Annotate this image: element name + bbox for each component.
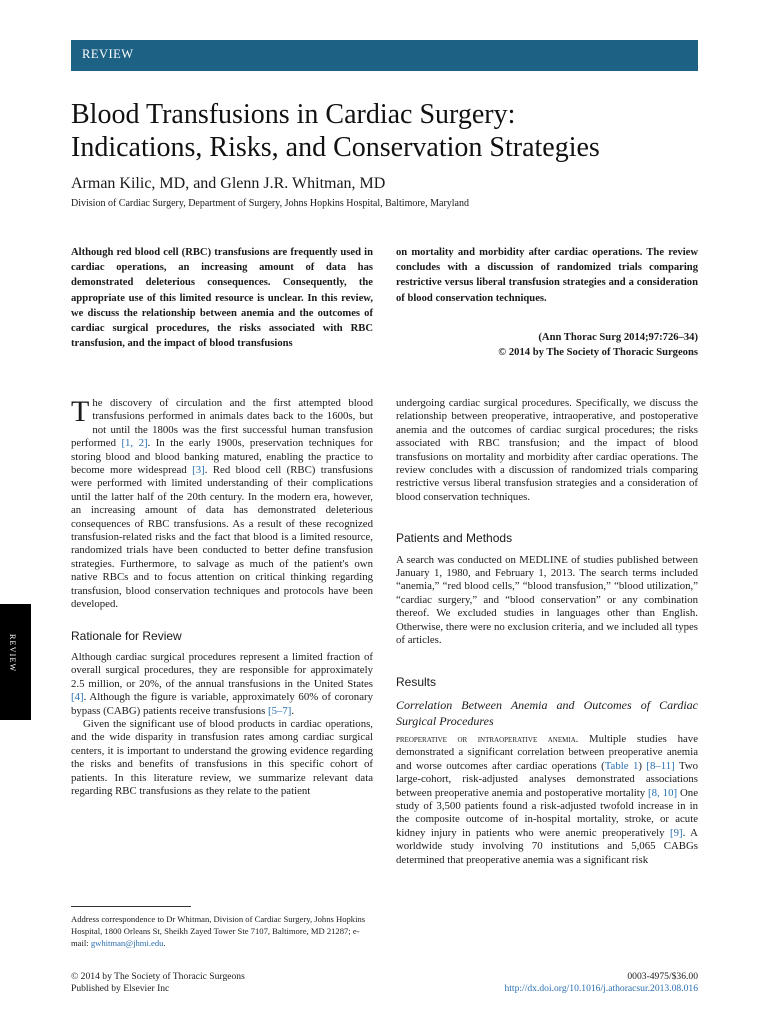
authors: Arman Kilic, MD, and Glenn J.R. Whitman, MD	[71, 175, 386, 192]
reference-link[interactable]: [9]	[670, 826, 683, 839]
results-subheading: Correlation Between Anemia and Outcomes of Cardiac Surgical Procedures	[396, 697, 698, 728]
section-label: REVIEW	[82, 47, 134, 61]
drop-cap: T	[71, 395, 90, 428]
doi-link[interactable]: http://dx.doi.org/10.1016/j.athoracsur.2013.08.016	[504, 983, 698, 994]
reference-link[interactable]: [4]	[71, 691, 84, 704]
correspondence-footnote: Address correspondence to Dr Whitman, Division of Cardiac Surgery, Johns Hopkins Hospital, 1800 Orleans St, Sheikh Zayed Tower Ste 7107, Baltimore, MD 21287; e-mail: gwhitman@jhmi.edu.	[71, 914, 366, 948]
methods-paragraph: A search was conducted on MEDLINE of studies published between January 1, 1980, and February 1, 2013. The search terms included “anemia,” “red blood cells,” “blood transfusion,” “blood utilization,” “cardiac surgery,” and “blood conservation” or any combination thereof. We excluded studies in languages other than English. Otherwise, there were no exclusion criteria, and we included all types of articles.	[396, 553, 698, 647]
abstract-left: Although red blood cell (RBC) transfusions are frequently used in cardiac operations, an increasing amount of data has demonstrated deleterious consequences. Consequently, the appropriate use of this limited resource is unclear. In this review, we discuss the relationship between anemia and the outcomes of cardiac surgical procedures, the risks associated with RBC transfusion, and the impact of blood transfusions	[71, 247, 373, 350]
rationale-paragraph-2: Given the significant use of blood products in cardiac operations, and the wide disparity in transfusion rates among cardiac surgical centers, it is important to understand the growing evidence regarding the risks and benefits of transfusions in this specific cohort of patients. In this literature review, we summarize relevant data regarding RBC transfusions as they relate to the patient	[71, 717, 373, 797]
footer-issn: 0003-4975/$36.00	[627, 971, 698, 982]
copyright-line: © 2014 by The Society of Thoracic Surgeons	[498, 347, 698, 359]
left-column	[71, 397, 373, 798]
reference-link[interactable]: [3]	[192, 464, 205, 477]
runin-heading: preoperative or intraoperative anemia.	[396, 733, 579, 745]
reference-link[interactable]: [1, 2]	[121, 437, 148, 450]
table-link[interactable]: Table 1	[604, 759, 639, 772]
footer-right	[396, 971, 698, 995]
abstract-right: on mortality and morbidity after cardiac operations. The review concludes with a discussion of randomized trials comparing restrictive versus liberal transfusion strategies and a consideration of blood conservation techniques.	[396, 247, 698, 304]
right-column	[396, 397, 698, 867]
footnote-rule	[71, 906, 191, 907]
side-tab	[0, 604, 31, 720]
email-link[interactable]: gwhitman@jhmi.edu	[90, 937, 164, 948]
citation-block	[396, 330, 698, 360]
reference-link[interactable]: [8–11]	[646, 759, 675, 772]
rationale-heading: Rationale for Review	[71, 628, 182, 643]
results-paragraph: preoperative or intraoperative anemia. Multiple studies have demonstrated a significant correlation between preoperative anemia and worse outcomes after cardiac operations (Table 1) [8–11] Two large-cohort, risk-adjusted analyses demonstrated associations between preoperative anemia and postoperative mortality [8, 10] One study of 3,500 patients found a risk-adjusted twofold increase in in the composite outcome of in-hospital mortality, stroke, or acute kidney injury in patients who were anemic preoperatively [9]. A worldwide study involving 70 institutions and 5,065 CABGs determined that preoperative anemia was a significant risk	[396, 732, 699, 866]
intro-paragraph: The discovery of circulation and the first attempted blood transfusions performed in animals dates back to the 1600s, but not until the 1800s was the first successful human transfusion performed [1, 2]. In the early 1900s, preservation techniques for storing blood and blood banking matured, enabling the practice to become more widespread [3]. Red blood cell (RBC) transfusions were performed with limited understanding of their complications until the latter half of the 20th century. In the modern era, however, an increasing amount of data has demonstrated deleterious consequences of RBC transfusions. As a result of these recognized transfusion-related risks and the fact that blood is a limited resource, randomized trials have been conducted to better define transfusion strategies. Furthermore, to salvage as much of the patient's own native RBCs and to focus attention on critical thinking regarding transfusion, blood conservation techniques and protocols have been developed.	[71, 395, 373, 611]
footer-left	[71, 971, 245, 995]
title-line-1: Blood Transfusions in Cardiac Surgery:	[71, 99, 516, 130]
section-banner	[71, 40, 698, 71]
side-tab-label: REVIEW	[8, 634, 17, 673]
title-line-2: Indications, Risks, and Conservation Strategies	[71, 132, 600, 163]
intro-continuation: undergoing cardiac surgical procedures. Specifically, we discuss the relationship between preoperative, intraoperative, and postoperative anemia and the outcomes of cardiac surgical procedures; the risks associated with RBC transfusion; and the impact of blood transfusions on mortality and morbidity after cardiac operations. The review concludes with a discussion of randomized trials comparing restrictive versus liberal transfusion strategies and a consideration of blood conservation techniques.	[396, 397, 698, 503]
footer-publisher: Published by Elsevier Inc	[71, 983, 170, 994]
results-heading: Results	[396, 674, 437, 689]
article-title	[71, 98, 711, 164]
citation: (Ann Thorac Surg 2014;97:726–34)	[538, 332, 698, 343]
footer-copyright: © 2014 by The Society of Thoracic Surgeons	[71, 971, 245, 982]
affiliation: Division of Cardiac Surgery, Department of Surgery, Johns Hopkins Hospital, Baltimore, Maryland	[71, 198, 469, 209]
rationale-paragraph-1: Although cardiac surgical procedures represent a limited fraction of overall surgical procedures, they are responsible for approximately 2.5 million, or 20%, of the annual transfusions in the United States [4]. Although the figure is variable, approximately 60% of coronary bypass (CABG) patients receive transfusions [5–7].	[71, 650, 373, 717]
methods-heading: Patients and Methods	[396, 531, 513, 546]
reference-link[interactable]: [5–7]	[268, 704, 292, 717]
reference-link[interactable]: [8, 10]	[648, 786, 678, 799]
